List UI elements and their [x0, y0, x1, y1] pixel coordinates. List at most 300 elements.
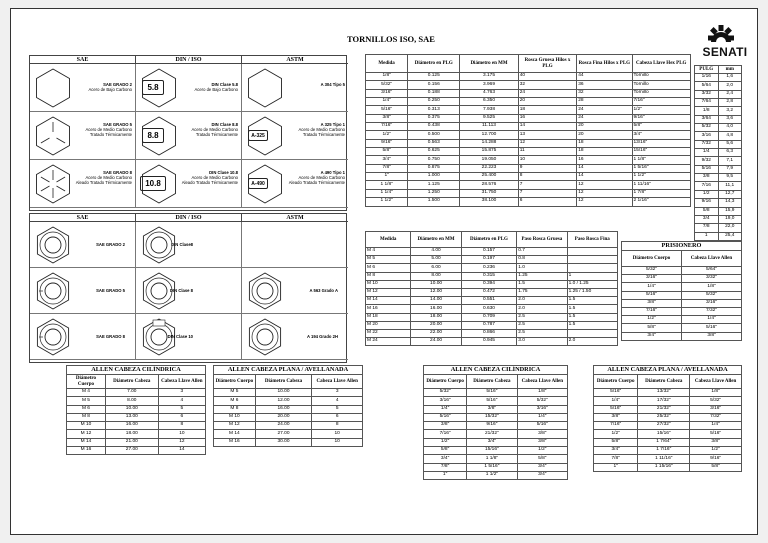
table-cell: 5/8: [695, 207, 719, 215]
table-title-row: [594, 366, 742, 375]
table-cell: 9.525: [460, 114, 519, 122]
table-cell: 6,3: [718, 149, 742, 157]
table-cell: 0.787: [461, 321, 516, 329]
inch-mm-conversion-table: [694, 65, 742, 241]
grade-name: SAE GRADO 8: [103, 170, 132, 175]
table-cell: 3/16": [690, 405, 742, 413]
table-cell: 3/8": [622, 299, 682, 307]
table-cell: 18.00: [105, 430, 158, 438]
marking-label: [74, 82, 132, 92]
table-cell: 1 7/64": [638, 438, 690, 446]
table-row: [366, 321, 618, 329]
table-cell: 3/16": [517, 405, 567, 413]
grade-description: Acero de Bajo Carbono: [88, 87, 132, 93]
header-row: [594, 375, 742, 389]
column-header: Cabeza Llave Allen: [690, 375, 742, 389]
column-header: Rosca Gruesa Hilos x PLG: [518, 55, 577, 73]
table-cell: 1.0 / 1.25: [567, 280, 617, 288]
table-cell: 14.288: [460, 139, 519, 147]
table-row: [214, 405, 363, 413]
table-cell: 24.00: [411, 338, 461, 346]
table-cell: 6.350: [460, 98, 519, 106]
marking-cell: [30, 160, 136, 208]
marking-label: [180, 122, 238, 137]
table-row: [695, 124, 742, 132]
table-cell: 13: [518, 131, 577, 139]
table-row: [594, 430, 742, 438]
table-cell: 2.0: [567, 338, 617, 346]
table-row: [622, 307, 742, 315]
table-cell: 7/16": [424, 430, 467, 438]
table-row: [695, 149, 742, 157]
table-title: ALLEN CABEZA CILÍNDRICA: [424, 366, 568, 375]
table-cell: 1/2": [594, 430, 638, 438]
header-row: [214, 375, 363, 389]
table-cell: 1 1/8": [467, 455, 517, 463]
table-cell: 31.750: [460, 189, 519, 197]
marking-cell: [136, 112, 242, 160]
table-cell: 0.236: [461, 264, 516, 272]
table-row: [695, 140, 742, 148]
table-cell: 3.175: [460, 73, 519, 81]
table-cell: 2.5: [517, 321, 567, 329]
table-cell: 27.00: [105, 447, 158, 455]
marking-cell: [136, 222, 242, 268]
table-row: [214, 422, 363, 430]
table-row: [695, 224, 742, 232]
column-header: SAE: [30, 56, 136, 64]
marking-label: [74, 170, 132, 185]
marking-cell: [30, 222, 136, 268]
column-header: DIN / ISO: [136, 214, 242, 222]
grade-name: SAE GRADO 5: [103, 122, 132, 127]
table-cell: 1 11/16": [638, 455, 690, 463]
table-cell: 9/16: [695, 199, 719, 207]
table-cell: 7/16": [594, 422, 638, 430]
table-cell: 11.113: [460, 123, 519, 131]
header-row: [366, 232, 618, 248]
table-cell: 12: [577, 181, 632, 189]
table-cell: 13.00: [105, 413, 158, 421]
table-cell: 12: [158, 438, 205, 446]
table-row: [622, 283, 742, 291]
grade-description: Acero de Medio Carbono Tratado Térmicamente: [298, 127, 345, 138]
table-row: [424, 389, 568, 397]
table-cell: 3/8": [517, 438, 567, 446]
table-row: [622, 299, 742, 307]
table-cell: 7,9: [718, 165, 742, 173]
table-cell: 1.5: [567, 305, 617, 313]
table-cell: 1.5: [567, 313, 617, 321]
table-cell: 24: [518, 89, 577, 97]
grade-description: Acero de Medio Carbono Tratado Térmicamente: [85, 127, 132, 138]
table-cell: 44: [577, 73, 632, 81]
table-row: [695, 165, 742, 173]
column-header: Medida: [366, 55, 408, 73]
table-cell: 20.00: [411, 321, 461, 329]
marking-label: [287, 82, 345, 87]
table-cell: 14: [577, 164, 632, 172]
table-row: [214, 389, 363, 397]
table-cell: M 14: [67, 438, 106, 446]
grade-name: DIN Clase 10.8: [209, 170, 238, 175]
table-cell: 18: [577, 148, 632, 156]
column-header: Paso Rosca Gruesa: [517, 232, 567, 248]
grade-name: A 304 Tipo 5: [320, 82, 345, 87]
table-cell: 10: [312, 430, 363, 438]
table-cell: 9,5: [718, 174, 742, 182]
column-header: Diámetro en MM: [460, 55, 519, 73]
table-cell: 1.0: [517, 264, 567, 272]
table-cell: 3/4": [622, 332, 682, 340]
nut-grade-label: SAE GRADO 8: [96, 334, 125, 339]
table-cell: 7/64: [695, 99, 719, 107]
table-cell: 1.75: [517, 288, 567, 296]
table-cell: 0.472: [461, 288, 516, 296]
table-cell: 5/8": [366, 148, 408, 156]
table-cell: 3/8: [695, 174, 719, 182]
table-cell: 12.00: [255, 397, 312, 405]
bolt-head-icon: [33, 164, 73, 204]
column-header: DIN / ISO: [136, 56, 242, 64]
table-row: [366, 280, 618, 288]
table-cell: 0.315: [461, 272, 516, 280]
table-cell: 1.125: [408, 181, 460, 189]
property-class-box: 10.8: [140, 176, 166, 191]
table-cell: 9/32: [695, 157, 719, 165]
table-cell: 8: [518, 173, 577, 181]
table-cell: 14: [158, 447, 205, 455]
table-cell: M 8: [67, 413, 106, 421]
table-cell: 1/2": [366, 131, 408, 139]
table-cell: 7/8": [424, 463, 467, 471]
table-cell: 0.750: [408, 156, 460, 164]
table-cell: 0.125: [408, 73, 460, 81]
marking-cell: [242, 160, 348, 208]
marking-cell: [30, 268, 136, 314]
column-header: Diámetro Cuerpo: [214, 375, 256, 389]
table-cell: 15/16": [632, 148, 691, 156]
table-cell: 5/32": [682, 291, 742, 299]
table-cell: 20: [577, 131, 632, 139]
table-cell: 5/8": [424, 447, 467, 455]
table-cell: 1/4": [690, 422, 742, 430]
table-row: [366, 89, 691, 97]
table-cell: 7/32: [695, 140, 719, 148]
grade-name: DIN Clase 5.8: [211, 82, 238, 87]
table-row: [594, 455, 742, 463]
table-cell: 1/2": [424, 438, 467, 446]
table-row: [67, 422, 206, 430]
table-cell: M 14: [214, 430, 256, 438]
table-cell: 4,0: [718, 124, 742, 132]
table-cell: M 10: [67, 422, 106, 430]
table-cell: M 8: [366, 272, 411, 280]
table-row: [695, 82, 742, 90]
table-cell: 21/32": [638, 405, 690, 413]
table-cell: [567, 256, 617, 264]
table-cell: 1 11/16": [632, 181, 691, 189]
table-cell: 0.563: [408, 139, 460, 147]
table-row: [214, 397, 363, 405]
table-cell: 10.00: [411, 280, 461, 288]
table-cell: 0.945: [461, 338, 516, 346]
table-cell: 1 15/16": [638, 463, 690, 471]
table-row: [366, 272, 618, 280]
table-cell: 3/8": [682, 332, 742, 340]
table-row: [622, 267, 742, 275]
table-cell: 5/16": [366, 106, 408, 114]
table-cell: 5/32": [690, 397, 742, 405]
table-cell: 0.394: [461, 280, 516, 288]
table-cell: 24.00: [255, 422, 312, 430]
table-cell: 3/32": [682, 275, 742, 283]
property-class-box: 8.8: [142, 128, 164, 143]
table-cell: 1.5: [517, 280, 567, 288]
table-row: [366, 297, 618, 305]
header-row: [67, 375, 206, 389]
table-cell: 1.25 / 1.50: [567, 288, 617, 296]
table-row: [214, 413, 363, 421]
table-cell: 0.156: [408, 81, 460, 89]
table-row: [622, 291, 742, 299]
table-cell: M 16: [366, 305, 411, 313]
table-cell: 5/64": [682, 267, 742, 275]
table-cell: 5.00: [411, 256, 461, 264]
table-title-row: [622, 242, 742, 251]
table-cell: 1 1/2": [632, 173, 691, 181]
table-cell: 14,3: [718, 199, 742, 207]
table-row: [366, 131, 691, 139]
table-cell: 3/4": [594, 447, 638, 455]
table-title-row: [424, 366, 568, 375]
table-cell: 5/16": [594, 405, 638, 413]
senati-logo: [697, 23, 753, 65]
table-cell: 6.00: [411, 264, 461, 272]
table-cell: 0.630: [461, 305, 516, 313]
table-title: PRISIONERO: [622, 242, 742, 251]
table-cell: M 5: [67, 397, 106, 405]
table-cell: 1.5: [567, 321, 617, 329]
table-cell: 24: [577, 114, 632, 122]
nut-grade-label: A 563 Grado A: [309, 288, 338, 293]
header-row: [622, 251, 742, 267]
table-cell: M 20: [366, 321, 411, 329]
table-cell: 10: [312, 438, 363, 446]
table-cell: 3/4": [632, 131, 691, 139]
table-cell: M 8: [214, 405, 256, 413]
table-cell: 28.576: [460, 181, 519, 189]
table-cell: 7: [518, 189, 577, 197]
table-cell: 15/32": [467, 413, 517, 421]
table-cell: 9: [518, 164, 577, 172]
table-cell: M 12: [214, 422, 256, 430]
table-cell: Tornillo: [632, 73, 691, 81]
table-cell: 27.00: [255, 430, 312, 438]
table-row: [594, 422, 742, 430]
table-cell: 38.100: [460, 198, 519, 206]
table-cell: 3/16: [695, 132, 719, 140]
table-cell: 5/16": [682, 324, 742, 332]
table-cell: 3/8": [366, 114, 408, 122]
column-header: Diámetro Cabeza: [638, 375, 690, 389]
table-cell: [567, 329, 617, 337]
table-cell: 2.5: [517, 329, 567, 337]
marking-label: [74, 122, 132, 137]
table-row: [67, 397, 206, 405]
table-cell: 6: [312, 413, 363, 421]
grade-description: Acero de Medio Carbono Aleado Tratado Térmicamente: [75, 175, 132, 186]
column-header: Diámetro Cabeza: [105, 375, 158, 389]
nut-icon: [34, 272, 72, 310]
table-row: [594, 413, 742, 421]
table-cell: 3/4": [424, 455, 467, 463]
table-cell: 1/4": [594, 397, 638, 405]
table-cell: 3.969: [460, 81, 519, 89]
table-cell: 5/16: [695, 165, 719, 173]
table-cell: 3.0: [517, 338, 567, 346]
table-cell: 1/2": [632, 106, 691, 114]
table-cell: M 12: [67, 430, 106, 438]
marking-cell: [30, 112, 136, 160]
table-row: [695, 190, 742, 198]
table-cell: M 18: [366, 313, 411, 321]
column-header: Diámetro Cuerpo: [67, 375, 106, 389]
spec-sheet: [10, 8, 758, 535]
table-cell: 5/8": [622, 324, 682, 332]
table-cell: 22.00: [411, 329, 461, 337]
table-title: ALLEN CABEZA CILÍNDRICA: [67, 366, 206, 375]
table-cell: 1 1/8": [632, 156, 691, 164]
table-cell: 11: [518, 148, 577, 156]
table-row: [424, 405, 568, 413]
table-cell: 2,4: [718, 90, 742, 98]
column-header: Medida: [366, 232, 411, 248]
table-row: [695, 207, 742, 215]
table-cell: 18.00: [411, 313, 461, 321]
table-cell: 1: [567, 272, 617, 280]
grade-name: A 325 Tipo 1: [320, 122, 345, 127]
table-cell: 21/32": [467, 430, 517, 438]
table-cell: 1 1/2": [467, 471, 517, 479]
table-row: [594, 447, 742, 455]
table-cell: 7/32": [682, 307, 742, 315]
table-row: [366, 288, 618, 296]
table-cell: 20: [577, 123, 632, 131]
table-cell: M 16: [214, 438, 256, 446]
table-row: [366, 329, 618, 337]
table-row: [366, 156, 691, 164]
table-cell: 3/8": [690, 438, 742, 446]
table-title-row: [214, 366, 363, 375]
table-row: [695, 99, 742, 107]
table-cell: 5/16": [467, 389, 517, 397]
table-cell: 1/4": [366, 98, 408, 106]
marking-cell: [30, 314, 136, 360]
logo-text: SENATI: [702, 45, 748, 59]
column-header: PULG: [695, 66, 719, 74]
table-cell: 10: [518, 156, 577, 164]
table-cell: 14.00: [411, 297, 461, 305]
table-row: [695, 232, 742, 240]
table-row: [622, 332, 742, 340]
table-row: [366, 148, 691, 156]
table-row: [214, 430, 363, 438]
table-row: [366, 139, 691, 147]
table-cell: 0.313: [408, 106, 460, 114]
table-row: [67, 438, 206, 446]
table-cell: 0.7: [517, 248, 567, 256]
table-cell: 7/16": [622, 307, 682, 315]
table-row: [594, 438, 742, 446]
table-cell: 1/4": [517, 413, 567, 421]
table-cell: 13/16": [632, 139, 691, 147]
grade-description: Acero de Medio Carbono Aleado Tratado Térmicamente: [181, 175, 238, 186]
table-cell: 10.00: [255, 389, 312, 397]
table-cell: 3/4: [695, 215, 719, 223]
table-cell: 8: [158, 422, 205, 430]
table-cell: 11,1: [718, 182, 742, 190]
table-cell: 3: [158, 389, 205, 397]
table-cell: 5/32: [695, 124, 719, 132]
table-row: [594, 389, 742, 397]
table-cell: 0.438: [408, 123, 460, 131]
table-cell: 16: [518, 114, 577, 122]
table-cell: 3: [312, 389, 363, 397]
table-cell: 25,4: [718, 232, 742, 240]
table-cell: 40: [518, 73, 577, 81]
table-cell: 2 1/16": [632, 198, 691, 206]
table-row: [695, 157, 742, 165]
table-row: [366, 313, 618, 321]
table-cell: 0.551: [461, 297, 516, 305]
table-cell: 0.157: [461, 248, 516, 256]
table-row: [366, 81, 691, 89]
table-cell: 0.250: [408, 98, 460, 106]
table-cell: 2.0: [517, 305, 567, 313]
table-cell: 1.250: [408, 189, 460, 197]
table-cell: 12,7: [718, 190, 742, 198]
table-row: [695, 199, 742, 207]
table-cell: 15,9: [718, 207, 742, 215]
marking-label: [287, 122, 345, 137]
table-cell: 3/8": [517, 430, 567, 438]
column-header: Diámetro en PLG: [408, 55, 460, 73]
table-cell: 1/8: [695, 107, 719, 115]
table-row: [695, 115, 742, 123]
table-cell: 6: [518, 198, 577, 206]
column-header: SAE: [30, 214, 136, 222]
table-cell: M 6: [214, 397, 256, 405]
table-cell: 5/32": [622, 267, 682, 275]
table-row: [366, 338, 618, 346]
table-cell: 12: [518, 139, 577, 147]
grade-name: A 490 Tipo 1: [320, 170, 345, 175]
table-cell: 16.00: [255, 405, 312, 413]
table-cell: 1,6: [718, 74, 742, 82]
table-cell: 4.00: [411, 248, 461, 256]
header-row: [424, 375, 568, 389]
table-cell: 22.223: [460, 164, 519, 172]
table-cell: 2.5: [517, 313, 567, 321]
table-cell: 1 1/8": [366, 181, 408, 189]
table-cell: M 4: [67, 389, 106, 397]
table-cell: 1/8": [366, 73, 408, 81]
nut-grade-label: SAE GRADO 5: [96, 288, 125, 293]
table-cell: 7/8": [594, 455, 638, 463]
table-cell: 25/32": [638, 413, 690, 421]
table-cell: 1/2": [622, 316, 682, 324]
